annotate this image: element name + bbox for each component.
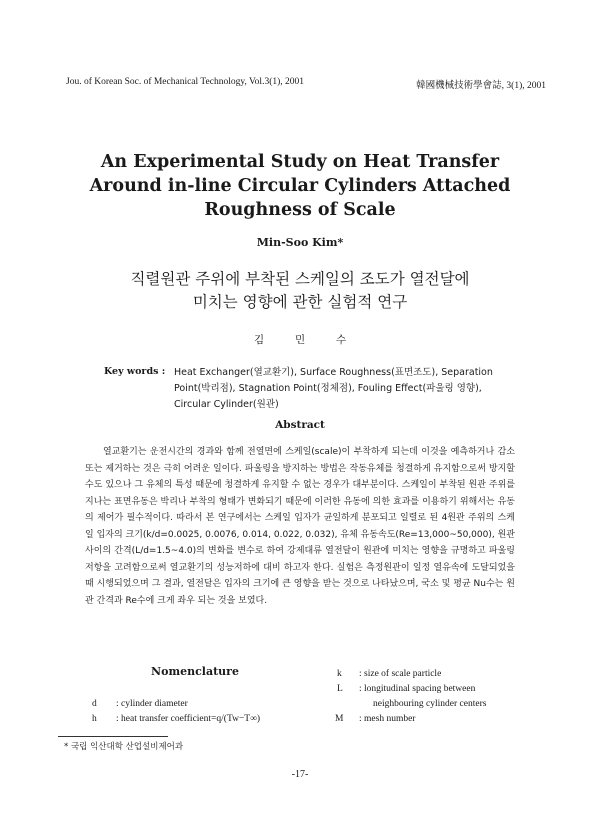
title-line: Roughness of Scale <box>204 200 396 220</box>
title-line: Around in-line Circular Cylinders Attached <box>89 176 511 196</box>
korean-title-line: 직렬원관 주위에 부착된 스케일의 조도가 열전달에 <box>130 270 470 288</box>
keywords-list <box>174 365 554 413</box>
abstract-heading: Abstract <box>275 419 325 431</box>
nomenclature-symbol: M <box>335 714 344 724</box>
korean-author-char: 수 <box>336 334 347 346</box>
korean-title <box>0 268 600 314</box>
footnote-affiliation: * 국립 익산대학 산업설비제어과 <box>64 742 184 752</box>
author-name: Min-Soo Kim* <box>256 236 344 249</box>
nomenclature-symbol: h <box>92 714 97 724</box>
keywords-line: Heat Exchanger(열교환기), Surface Roughness(표면조도), Separation <box>174 367 493 378</box>
nomenclature-heading: Nomenclature <box>151 665 239 678</box>
journal-header-right: 韓國機械技術學會誌, 3(1), 2001 <box>416 81 546 91</box>
nomenclature-desc-continued: neighbouring cylinder centers <box>373 699 487 709</box>
nomenclature-symbol: d <box>92 699 97 709</box>
korean-title-line: 미치는 영향에 관한 실험적 연구 <box>192 293 408 311</box>
keywords-line: Circular Cylinder(원관) <box>174 399 279 410</box>
nomenclature-desc: : mesh number <box>359 714 416 724</box>
korean-author-char: 민 <box>295 334 306 346</box>
korean-author-char: 김 <box>254 334 265 346</box>
journal-header-left: Jou. of Korean Soc. of Mechanical Technology, Vol.3(1), 2001 <box>66 77 305 87</box>
abstract-text: 열교환기는 운전시간의 경과와 함께 전열면에 스케일(scale)이 부착하게 되는데 이것을 예측하거나 감소 또는 제거하는 것은 극히 어려운 일이다. 파울링을 방지하는 방법은 작동유체를 청결하게 유지함으로써 방지할 수도 있으나 그 유체의 특성 때문에 청결하게 유지할 수 없는 경우가 대부분이다. 스케일이 부착된 원관 주위를 지나는 표면유동은 박리나 부착의 형태가 변화되기 때문에 이러한 유동에 의한 효과를 이용하기 위해서는 유동의 제어가 필수적이다. 따라서 본 연구에서는 스케일 입자가 균일하게 분포되고 일렬로 된 4원관 주위의 스케일 입자의 크기(k/d=0.0025, 0.0076, 0.014, 0.022, 0.032), 유체 유동속도(Re=13,000~50,000), 원관 사이의 간격(L/d=1.5~4.0)의 변화를 변수로 하여 강제대류 열전달이 원관에 미치는 영향을 규명하고 파울링 저항을 고려함으로써 열교환기의 성능저하에 대비 하고자 한다. 실험은 측정원관이 일정 열유속에 도달되었을 때 시행되었으며 그 결과, 열전달은 입자의 크기에 큰 영향을 받는 것으로 나타났으며, 국소 및 평균 Nu수는 원관 간격과 Re수에 크게 좌우 되는 것을 보였다. <box>85 447 515 606</box>
keywords-label: Key words : <box>104 366 166 377</box>
title-line: An Experimental Study on Heat Transfer <box>100 152 500 172</box>
paper-title <box>0 150 600 222</box>
nomenclature-desc: : heat transfer coefficient=q/(Tw−T∞) <box>116 714 261 724</box>
page-number: -17- <box>291 769 309 780</box>
nomenclature-symbol: L <box>337 684 343 694</box>
keywords-line: Point(박리점), Stagnation Point(정체점), Fouling Effect(파울링 영향), <box>174 383 482 394</box>
nomenclature-symbol: k <box>337 669 342 679</box>
footnote-divider <box>58 736 168 737</box>
nomenclature-desc: : longitudinal spacing between <box>359 684 476 694</box>
nomenclature-desc: : size of scale particle <box>359 669 442 679</box>
nomenclature-desc: : cylinder diameter <box>116 699 188 709</box>
